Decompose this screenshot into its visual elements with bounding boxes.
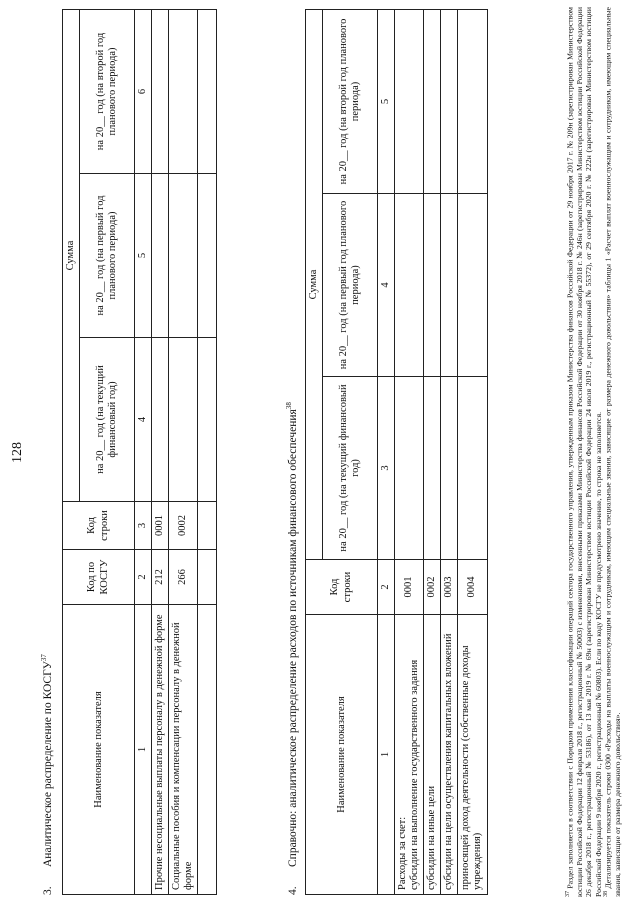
- value-cell[interactable]: [152, 9, 169, 173]
- row-code: 0002: [169, 502, 198, 550]
- value-cell[interactable]: [441, 194, 458, 377]
- header-col-first: на 20__ год (на первый год планового периода): [323, 194, 378, 377]
- footnotes: [565, 7, 622, 897]
- section-4-number: 4.: [286, 886, 299, 895]
- value-cell[interactable]: [169, 338, 198, 502]
- row-code: 0004: [458, 560, 487, 615]
- footnote-38-text: Детализируется показатель строки 0300 «Расходы на выплаты военнослужащим и сотрудникам, имеющим специальные звания, зависящие от размера денежного довольствия» таблицы 1 «Расчет выплат военнослужащим и сотрудникам, имеющим специальные звания, зависящие от размера денежного довольствия».: [603, 7, 622, 897]
- row-code: 0001: [395, 560, 424, 615]
- value-cell[interactable]: [458, 9, 487, 193]
- header-col-current: на 20__ год (на текущий финансовый год): [80, 338, 135, 502]
- header-row-1: [63, 9, 80, 894]
- header-col-second: на 20__ год (на второй год планового периода): [80, 9, 135, 173]
- section-3-heading: [40, 654, 54, 895]
- row-code: 0001: [152, 502, 169, 550]
- value-cell[interactable]: [424, 377, 441, 560]
- row-name-prefix: Расходы за счет:: [397, 816, 409, 890]
- value-cell[interactable]: [458, 194, 487, 377]
- row-name: субсидии на иные цели: [424, 615, 441, 895]
- index-cell: 2: [135, 550, 152, 605]
- value-cell[interactable]: [441, 377, 458, 560]
- value-cell[interactable]: [152, 174, 169, 338]
- table-row: [395, 9, 424, 894]
- value-cell[interactable]: [395, 9, 424, 193]
- header-row-code: Код строки: [63, 502, 135, 550]
- value-cell[interactable]: [395, 194, 424, 377]
- sources-table: [305, 9, 488, 895]
- footnote-38: [603, 7, 622, 897]
- header-col-first: на 20__ год (на первый год планового периода): [80, 174, 135, 338]
- header-kosgu: Код по КОСГУ: [63, 550, 135, 605]
- row-kosgu: 266: [169, 550, 198, 605]
- header-name: Наименование показателя: [63, 605, 135, 895]
- index-cell: 6: [135, 9, 152, 173]
- index-cell: 3: [135, 502, 152, 550]
- footnote-37: [565, 7, 603, 897]
- header-sum: Сумма: [306, 9, 323, 559]
- table-row: [169, 9, 198, 894]
- value-cell[interactable]: [169, 174, 198, 338]
- header-row-code: Код строки: [306, 560, 378, 615]
- section-3-title: Аналитическое распределение по КОСГУ: [41, 661, 54, 867]
- empty-row: [198, 9, 217, 894]
- index-cell: 1: [378, 615, 395, 895]
- index-cell: 2: [378, 560, 395, 615]
- row-code: 0003: [441, 560, 458, 615]
- index-row: [135, 9, 152, 894]
- index-cell: 4: [135, 338, 152, 502]
- row-code: 0002: [424, 560, 441, 615]
- row-name-text: субсидии на выполнение государственного задания: [409, 659, 421, 890]
- value-cell[interactable]: [458, 377, 487, 560]
- index-row: [378, 9, 395, 894]
- header-row-1: [306, 9, 323, 894]
- row-name: Прочие несоциальные выплаты персоналу в денежной форме: [152, 605, 169, 895]
- footnote-mark-38: 38: [602, 891, 609, 897]
- row-kosgu: 212: [152, 550, 169, 605]
- section-4-heading: [285, 402, 299, 895]
- value-cell[interactable]: [169, 9, 198, 173]
- value-cell[interactable]: [441, 9, 458, 193]
- header-sum: Сумма: [63, 9, 80, 501]
- footnote-mark-37: 37: [565, 891, 571, 897]
- section-3-number: 3.: [41, 886, 54, 895]
- page-number: 128: [10, 442, 25, 463]
- kosgu-table: [62, 9, 217, 895]
- row-name: Социальные пособия и компенсации персоналу в денежной форме: [169, 605, 198, 895]
- footnote-ref-37: 37: [40, 654, 48, 662]
- index-cell: 3: [378, 377, 395, 560]
- value-cell[interactable]: [152, 338, 169, 502]
- row-name: приносящей доход деятельности (собственные доходы учреждения): [458, 615, 487, 895]
- index-cell: 1: [135, 605, 152, 895]
- table-row: [441, 9, 458, 894]
- table-row: [152, 9, 169, 894]
- value-cell[interactable]: [395, 377, 424, 560]
- table-row: [458, 9, 487, 894]
- index-cell: 5: [378, 9, 395, 193]
- index-cell: 5: [135, 174, 152, 338]
- header-name: Наименование показателя: [306, 615, 378, 895]
- value-cell[interactable]: [424, 194, 441, 377]
- value-cell[interactable]: [424, 9, 441, 193]
- header-col-second: на 20__ год (на второй год планового периода): [323, 9, 378, 193]
- index-cell: 4: [378, 194, 395, 377]
- footnote-37-text: Раздел заполняется в соответствии с Порядком применения классификации операций сектора государственного управления, утвержденным приказом Министерства финансов Российской Федерации от 29 ноября 2017 г. № 209н (зарегистрирован Министерством юстиции Российской Федерации 12 февраля 2018 г., регистрационный № 50003) с изменениями, внесенными приказами Министерства финансов Российской Федерации от 30 ноября 2018 г. № 246н (зарегистрирован Министерством юстиции Российской Федерации 26 декабря 2018 г., регистрационный № 53186), от 13 мая 2019 г. № 69н (зарегистрирован Министерством юстиции Российской Федерации 24 июля 2019 г., регистрационный № 55372), от 29 сентября 2020 г. № 222н (зарегистрирован Министерством юстиции Российской Федерации 9 ноября 2020 г., регистрационный № 60803). Если по коду КОСГУ не предусмотрено значение, то строка не заполняется.: [565, 7, 603, 897]
- row-name: [395, 615, 424, 895]
- footnote-ref-38: 38: [285, 402, 293, 410]
- section-4-title: Справочно: аналитическое распределение расходов по источникам финансового обеспечения: [286, 409, 299, 867]
- table-row: [424, 9, 441, 894]
- header-col-current: на 20__ год (на текущий финансовый год): [323, 377, 378, 560]
- row-name: субсидии на цели осуществления капитальных вложений: [441, 615, 458, 895]
